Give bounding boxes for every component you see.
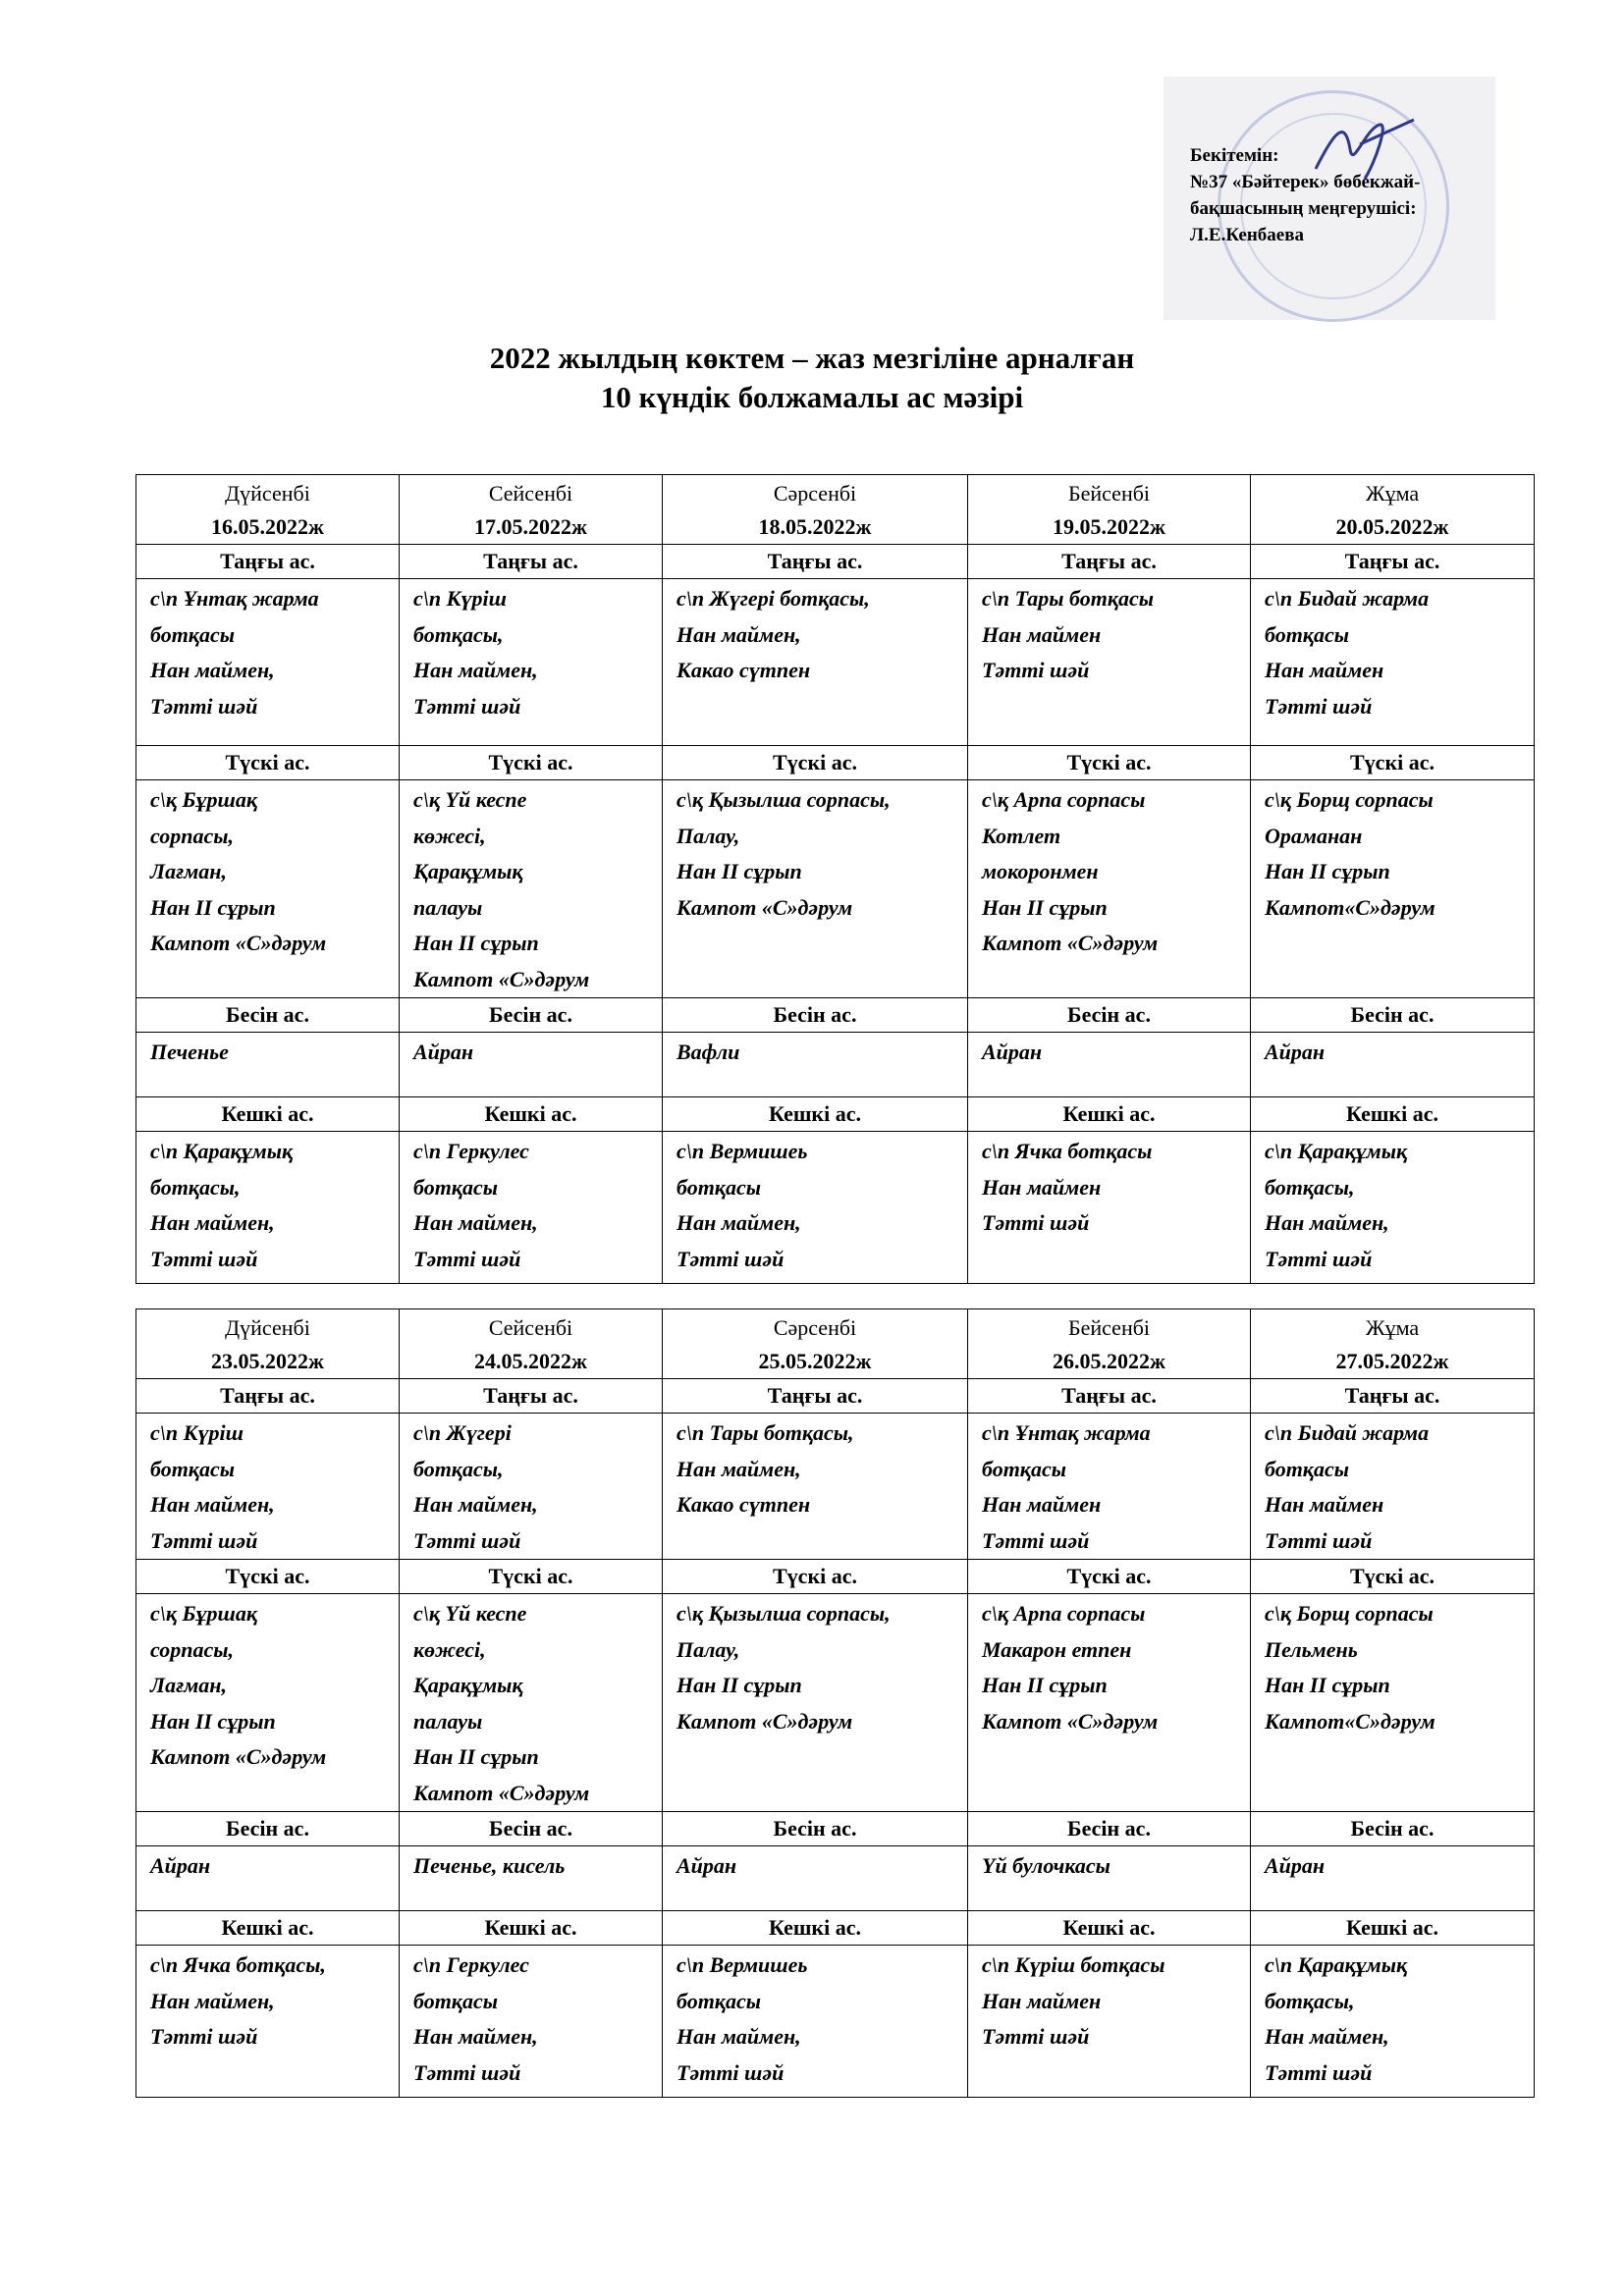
dish-line: Пельмень [1265,1636,1358,1662]
dish-line: ботқасы [150,1456,235,1481]
meal-label: Түскі ас. [136,1560,400,1594]
dish-line: ботқасы [1265,1456,1349,1481]
dish-line: Ораманан [1265,823,1363,848]
dish-cell [136,1033,400,1097]
dish-line: с\қ Үй кеспе [413,787,527,812]
dish-line: ботқасы [413,1174,498,1200]
meal-label: Түскі ас. [968,1560,1251,1594]
meal-label: Таңғы ас. [1251,1379,1535,1414]
dish-line: көжесі, [413,1636,486,1662]
dish-line: с\п Бидай жарма [1265,586,1430,611]
dish-line: Лағман, [150,1673,227,1697]
dish-line: Нан маймен, [677,1210,801,1235]
day-date: 24.05.2022ж [474,1349,587,1373]
dish-line: Үй булочкасы [982,1853,1110,1878]
meal-label: Түскі ас. [400,1560,663,1594]
dish-line: с\п Жүгері [413,1420,512,1445]
dish-line: Нан II сұрып [1265,859,1390,883]
meal-label: Таңғы ас. [400,1379,663,1414]
dish-line: с\п Ячка ботқасы, [150,1952,326,1977]
dish-line: ботқасы [982,1456,1066,1481]
dish-line: Тәтті шәй [982,1527,1090,1553]
meal-label: Кешкі ас. [400,1911,663,1946]
dish-line: Айран [413,1040,474,1064]
dish-line: Нан маймен, [413,658,538,682]
dish-line: көжесі, [413,823,486,848]
day-header-cell [1251,475,1535,545]
dish-cell [663,1946,968,2098]
dish-cell [136,579,400,746]
day-name: Дүйсенбі [225,481,310,506]
dish-line: с\қ Арпа сорпасы [982,1601,1146,1626]
meal-label-row [136,1560,1535,1594]
approval-line: Л.Е.Кенбаева [1190,225,1304,245]
approval-line: Бекітемін: [1190,145,1279,166]
dish-line: Нан маймен, [677,621,801,647]
meal-label: Кешкі ас. [663,1097,968,1132]
meal-label: Түскі ас. [400,746,663,780]
dish-line: Нан II сұрып [677,859,802,883]
dish-line: с\қ Қызылша сорпасы, [677,787,891,812]
meal-label: Таңғы ас. [400,545,663,579]
dish-row [136,1414,1535,1560]
dish-cell [400,780,663,998]
dish-line: Кампот«С»дәрум [1265,894,1435,920]
meal-label: Түскі ас. [663,746,968,780]
dish-line: Нан II сұрып [413,931,539,955]
dish-line: с\п Вермишеь [677,1952,808,1977]
meal-label: Бесін ас. [968,998,1251,1033]
day-header-row [136,475,1535,545]
dish-line: с\қ Борщ сорпасы [1265,1601,1434,1626]
meal-label: Таңғы ас. [968,1379,1251,1414]
day-header-cell [663,1309,968,1379]
dish-row [136,579,1535,746]
dish-line: ботқасы [1265,621,1349,647]
dish-cell [663,1846,968,1911]
dish-cell [400,1414,663,1560]
dish-line: Нан II сұрып [150,894,276,920]
dish-line: Тәтті шәй [150,2024,258,2049]
dish-cell [663,780,968,998]
day-header-cell [1251,1309,1535,1379]
dish-line: Нан маймен, [150,1988,275,2013]
dish-line: Айран [982,1040,1043,1064]
dish-cell [663,1033,968,1097]
dish-line: Нан II сұрып [982,894,1108,920]
dish-line: Кампот «С»дәрум [677,1708,853,1734]
dish-cell [136,1594,400,1812]
dish-line: Нан маймен [982,621,1102,647]
dish-line: сорпасы, [150,823,234,848]
dish-line: Нан II сұрып [1265,1673,1390,1697]
dish-line: ботқасы, [413,1456,504,1481]
menu-table-week-1 [135,474,1535,1284]
dish-line: Тәтті шәй [982,658,1090,682]
dish-line: Тәтті шәй [150,1527,258,1553]
meal-label: Түскі ас. [1251,746,1535,780]
dish-line: Палау, [677,823,740,848]
day-name: Жұма [1365,481,1420,506]
dish-line: Айран [1265,1853,1326,1878]
day-date: 23.05.2022ж [211,1349,324,1373]
dish-line: с\қ Үй кеспе [413,1601,527,1626]
meal-label: Бесін ас. [1251,998,1535,1033]
meal-label: Бесін ас. [400,1812,663,1846]
meal-label: Түскі ас. [663,1560,968,1594]
dish-line: Қарақұмық [413,1673,523,1697]
dish-line: с\қ Бұршақ [150,1601,257,1626]
meal-label: Бесін ас. [968,1812,1251,1846]
dish-line: ботқасы [413,1988,498,2013]
meal-label: Таңғы ас. [663,1379,968,1414]
meal-label: Түскі ас. [136,746,400,780]
dish-cell [1251,1132,1535,1284]
meal-label: Кешкі ас. [968,1911,1251,1946]
dish-line: Нан маймен, [150,1492,275,1517]
dish-row [136,1132,1535,1284]
day-header-cell [400,1309,663,1379]
dish-line: с\п Геркулес [413,1139,529,1163]
dish-line: с\п Ұнтақ жарма [982,1420,1151,1445]
dish-line: Нан II сұрып [413,1744,539,1769]
dish-line: Нан маймен, [677,1456,801,1481]
day-header-cell [136,475,400,545]
dish-line: сорпасы, [150,1636,234,1662]
day-header-cell [663,475,968,545]
dish-line: Нан II сұрып [150,1708,276,1734]
day-name: Бейсенбі [1067,481,1151,506]
meal-label: Кешкі ас. [136,1097,400,1132]
approval-block [1190,142,1504,248]
dish-line: Айран [150,1853,211,1878]
dish-line: с\п Күріш [150,1420,244,1445]
meal-label: Таңғы ас. [136,545,400,579]
dish-line: с\п Қарақұмық [150,1139,294,1163]
dish-cell [663,1594,968,1812]
dish-line: Тәтті шәй [413,693,521,719]
dish-line: с\п Тары ботқасы [982,586,1155,611]
dish-line: Нан маймен, [1265,1210,1389,1235]
meal-label: Таңғы ас. [663,545,968,579]
dish-line: Нан II сұрып [677,1673,802,1697]
meal-label-row [136,545,1535,579]
dish-line: Нан маймен, [413,1210,538,1235]
dish-cell [1251,1033,1535,1097]
dish-line: Кампот «С»дәрум [150,1744,327,1769]
dish-cell [400,1132,663,1284]
day-header-cell [400,475,663,545]
meal-label-row [136,1812,1535,1846]
day-date: 16.05.2022ж [211,514,324,539]
dish-line: Нан маймен [982,1492,1102,1517]
day-date: 26.05.2022ж [1053,1349,1165,1373]
dish-cell [136,1132,400,1284]
dish-line: Кампот «С»дәрум [982,1708,1159,1734]
dish-line: с\п Қарақұмық [1265,1139,1408,1163]
dish-cell [968,579,1251,746]
dish-line: Печенье [150,1040,229,1064]
dish-line: палауы [413,894,483,920]
dish-line: Нан маймен [982,1988,1102,2013]
meal-label: Кешкі ас. [136,1911,400,1946]
dish-line: мокоронмен [982,859,1099,883]
dish-cell [400,1846,663,1911]
dish-line: с\қ Бұршақ [150,787,257,812]
meal-label-row [136,1097,1535,1132]
dish-cell [1251,780,1535,998]
dish-line: Айран [1265,1040,1326,1064]
day-date: 18.05.2022ж [758,514,872,539]
dish-line: с\п Күріш ботқасы [982,1952,1165,1977]
dish-line: Нан маймен, [677,2024,801,2049]
meal-label: Түскі ас. [1251,1560,1535,1594]
meal-label: Бесін ас. [663,998,968,1033]
dish-line: Нан маймен, [413,1492,538,1517]
dish-line: Тәтті шәй [982,2024,1090,2049]
dish-line: ботқасы [677,1174,761,1200]
dish-cell [400,1033,663,1097]
dish-cell [968,1132,1251,1284]
dish-line: Палау, [677,1636,740,1662]
dish-line: с\п Бидай жарма [1265,1420,1430,1445]
dish-line: Тәтті шәй [1265,1246,1373,1271]
dish-cell [400,1594,663,1812]
approval-line: бақшасының меңгерушісі: [1190,198,1417,219]
dish-row [136,1594,1535,1812]
dish-cell [968,1946,1251,2098]
dish-line: Котлет [982,823,1061,848]
dish-cell [1251,1594,1535,1812]
day-date: 19.05.2022ж [1053,514,1165,539]
meal-label: Кешкі ас. [1251,1097,1535,1132]
dish-line: Нан маймен, [150,658,275,682]
dish-cell [136,780,400,998]
meal-label: Кешкі ас. [968,1097,1251,1132]
dish-line: Какао сүтпен [677,1492,811,1517]
dish-line: Қарақұмық [413,859,523,883]
meal-label: Кешкі ас. [1251,1911,1535,1946]
dish-line: Кампот«С»дәрум [1265,1708,1435,1734]
dish-line: Тәтті шәй [677,2059,785,2085]
dish-line: Нан маймен, [1265,2024,1389,2049]
dish-row [136,780,1535,998]
title-line-1: 2022 жылдың көктем – жаз мезгіліне арналған [489,341,1135,375]
dish-cell [1251,1414,1535,1560]
title-line-2: 10 күндік болжамалы ас мәзірі [600,380,1024,414]
meal-label: Кешкі ас. [400,1097,663,1132]
dish-row [136,1033,1535,1097]
menu-table-week-2 [135,1308,1535,2098]
meal-label: Таңғы ас. [1251,545,1535,579]
meal-label: Кешкі ас. [663,1911,968,1946]
dish-line: ботқасы [150,621,235,647]
day-header-row [136,1309,1535,1379]
day-name: Дүйсенбі [225,1315,310,1340]
dish-cell [1251,1846,1535,1911]
dish-row [136,1846,1535,1911]
dish-cell [136,1946,400,2098]
dish-line: ботқасы [677,1988,761,2013]
meal-label: Бесін ас. [136,998,400,1033]
dish-line: с\п Күріш [413,586,507,611]
dish-cell [1251,579,1535,746]
dish-line: Тәтті шәй [1265,1527,1373,1553]
dish-line: ботқасы, [150,1174,241,1200]
dish-line: Нан маймен, [413,2024,538,2049]
dish-cell [968,780,1251,998]
day-header-cell [968,1309,1251,1379]
meal-label: Таңғы ас. [968,545,1251,579]
dish-line: Тәтті шәй [982,1210,1090,1235]
dish-line: Айран [677,1853,737,1878]
day-name: Бейсенбі [1067,1315,1151,1340]
meal-label: Бесін ас. [136,1812,400,1846]
dish-cell [400,1946,663,2098]
dish-line: Нан маймен [1265,658,1384,682]
day-date: 25.05.2022ж [758,1349,872,1373]
day-name: Сейсенбі [488,481,573,506]
approval-line: №37 «Бәйтерек» бөбекжай- [1190,172,1421,192]
dish-cell [663,1132,968,1284]
day-name: Сәрсенбі [773,481,857,506]
dish-line: Нан маймен, [150,1210,275,1235]
meal-label-row [136,1911,1535,1946]
dish-cell [136,1414,400,1560]
day-header-cell [968,475,1251,545]
dish-line: Тәтті шәй [413,2059,521,2085]
dish-line: Нан II сұрып [982,1673,1108,1697]
dish-line: Тәтті шәй [1265,2059,1373,2085]
dish-line: ботқасы, [1265,1174,1355,1200]
dish-line: Нан маймен [1265,1492,1384,1517]
dish-line: Кампот «С»дәрум [677,894,853,920]
dish-line: ботқасы, [1265,1988,1355,2013]
meal-label-row [136,1379,1535,1414]
dish-line: Макарон етпен [982,1636,1132,1662]
dish-line: Тәтті шәй [150,1246,258,1271]
dish-line: Тәтті шәй [413,1527,521,1553]
dish-cell [968,1846,1251,1911]
dish-line: Печенье, кисель [413,1853,566,1878]
dish-line: Кампот «С»дәрум [150,931,327,955]
dish-cell [1251,1946,1535,2098]
dish-line: с\п Тары ботқасы, [677,1420,854,1445]
dish-line: с\қ Арпа сорпасы [982,787,1146,812]
dish-line: с\п Жүгері ботқасы, [677,586,870,611]
meal-label-row [136,998,1535,1033]
dish-line: с\қ Қызылша сорпасы, [677,1601,891,1626]
dish-line: палауы [413,1708,483,1734]
dish-cell [968,1033,1251,1097]
dish-line: с\п Ячка ботқасы [982,1139,1153,1163]
dish-line: Кампот «С»дәрум [413,966,590,991]
meal-label: Түскі ас. [968,746,1251,780]
dish-cell [136,1846,400,1911]
day-date: 20.05.2022ж [1335,514,1449,539]
dish-line: с\п Қарақұмық [1265,1952,1408,1977]
day-name: Сейсенбі [488,1315,573,1340]
dish-line: Какао сүтпен [677,658,811,682]
day-name: Сәрсенбі [773,1315,857,1340]
day-header-cell [136,1309,400,1379]
day-date: 27.05.2022ж [1335,1349,1449,1373]
dish-line: Нан маймен [982,1174,1102,1200]
dish-line: Кампот «С»дәрум [982,931,1159,955]
dish-line: с\қ Борщ сорпасы [1265,787,1434,812]
dish-line: Кампот «С»дәрум [413,1780,590,1805]
meal-label: Бесін ас. [1251,1812,1535,1846]
dish-cell [968,1594,1251,1812]
dish-line: ботқасы, [413,621,504,647]
dish-line: Вафли [677,1040,740,1064]
meal-label: Бесін ас. [400,998,663,1033]
dish-line: с\п Геркулес [413,1952,529,1977]
dish-line: с\п Вермишеь [677,1139,808,1163]
day-name: Жұма [1365,1315,1420,1340]
meal-label: Бесін ас. [663,1812,968,1846]
day-date: 17.05.2022ж [474,514,587,539]
dish-cell [400,579,663,746]
dish-row [136,1946,1535,2098]
meal-label: Таңғы ас. [136,1379,400,1414]
meal-label-row [136,746,1535,780]
dish-line: Тәтті шәй [1265,693,1373,719]
page-title [0,339,1624,417]
dish-cell [663,579,968,746]
dish-line: с\п Ұнтақ жарма [150,586,319,611]
dish-line: Тәтті шәй [413,1246,521,1271]
dish-line: Тәтті шәй [677,1246,785,1271]
dish-line: Тәтті шәй [150,693,258,719]
dish-cell [663,1414,968,1560]
dish-line: Лағман, [150,859,227,883]
dish-cell [968,1414,1251,1560]
